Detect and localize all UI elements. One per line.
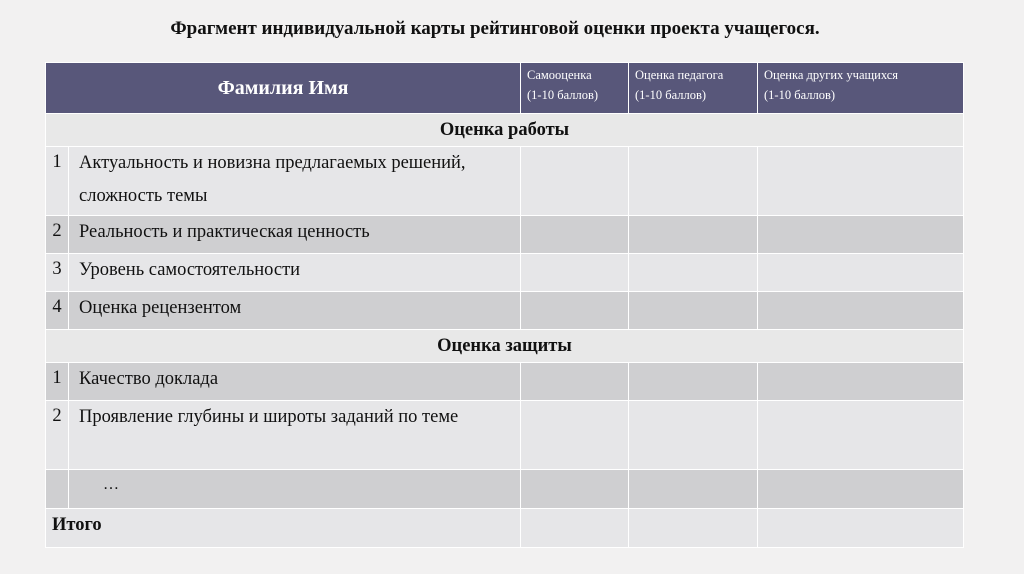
section-row-work bbox=[46, 114, 964, 147]
table-row bbox=[46, 363, 964, 401]
table-row bbox=[46, 254, 964, 292]
score-ped-cell[interactable] bbox=[629, 216, 758, 254]
section-row-defense bbox=[46, 330, 964, 363]
score-others-cell[interactable] bbox=[758, 292, 964, 330]
score-self-cell[interactable] bbox=[521, 401, 629, 470]
criterion-text: Проявление глубины и широты заданий по теме bbox=[69, 401, 521, 470]
score-self-cell[interactable] bbox=[521, 292, 629, 330]
row-number: 2 bbox=[46, 401, 69, 470]
page-title: Фрагмент индивидуальной карты рейтинговой оценки проекта учащегося. bbox=[170, 18, 820, 39]
header-self-range: (1-10 баллов) bbox=[527, 88, 599, 102]
row-number bbox=[46, 470, 69, 509]
score-others-cell[interactable] bbox=[758, 363, 964, 401]
header-others-cell bbox=[758, 63, 964, 114]
header-self-cell bbox=[521, 63, 629, 114]
score-ped-cell[interactable] bbox=[629, 292, 758, 330]
score-others-cell[interactable] bbox=[758, 147, 964, 216]
score-ped-cell[interactable] bbox=[629, 363, 758, 401]
row-number: 1 bbox=[46, 147, 69, 216]
table-row bbox=[46, 470, 964, 509]
row-number: 3 bbox=[46, 254, 69, 292]
header-others-title: Оценка других учащихся bbox=[764, 68, 898, 82]
header-ped-title: Оценка педагога bbox=[635, 68, 724, 82]
table-row bbox=[46, 401, 964, 470]
score-self-cell[interactable] bbox=[521, 147, 629, 216]
score-ped-cell[interactable] bbox=[629, 147, 758, 216]
criterion-text: Уровень самостоятельности bbox=[69, 254, 521, 292]
row-number: 1 bbox=[46, 363, 69, 401]
score-self-cell[interactable] bbox=[521, 470, 629, 509]
score-ped-cell[interactable] bbox=[629, 401, 758, 470]
header-ped-range: (1-10 баллов) bbox=[635, 88, 707, 102]
score-self-cell[interactable] bbox=[521, 363, 629, 401]
criterion-text: Оценка рецензентом bbox=[69, 292, 521, 330]
score-self-cell[interactable] bbox=[521, 216, 629, 254]
table-row bbox=[46, 216, 964, 254]
row-number: 4 bbox=[46, 292, 69, 330]
score-others-cell[interactable] bbox=[758, 470, 964, 509]
section-title-work: Оценка работы bbox=[46, 114, 964, 147]
score-others-cell[interactable] bbox=[758, 401, 964, 470]
header-row bbox=[46, 63, 964, 114]
header-others-range: (1-10 баллов) bbox=[764, 88, 836, 102]
total-self-cell[interactable] bbox=[521, 509, 629, 548]
criterion-text: Качество доклада bbox=[69, 363, 521, 401]
row-number: 2 bbox=[46, 216, 69, 254]
score-self-cell[interactable] bbox=[521, 254, 629, 292]
total-label: Итого bbox=[46, 509, 521, 548]
score-ped-cell[interactable] bbox=[629, 254, 758, 292]
total-ped-cell[interactable] bbox=[629, 509, 758, 548]
header-ped-cell bbox=[629, 63, 758, 114]
ellipsis-text: … bbox=[69, 470, 521, 509]
section-title-defense: Оценка защиты bbox=[46, 330, 964, 363]
total-others-cell[interactable] bbox=[758, 509, 964, 548]
score-others-cell[interactable] bbox=[758, 216, 964, 254]
table-row bbox=[46, 147, 964, 216]
criterion-text: Актуальность и новизна предлагаемых решений, сложность темы bbox=[69, 147, 521, 216]
total-row bbox=[46, 509, 964, 548]
score-others-cell[interactable] bbox=[758, 254, 964, 292]
rating-table bbox=[45, 62, 964, 548]
header-name: Фамилия Имя bbox=[217, 76, 349, 99]
score-ped-cell[interactable] bbox=[629, 470, 758, 509]
header-self-title: Самооценка bbox=[527, 68, 592, 82]
criterion-text: Реальность и практическая ценность bbox=[69, 216, 521, 254]
table-row bbox=[46, 292, 964, 330]
header-name-cell bbox=[46, 63, 521, 114]
